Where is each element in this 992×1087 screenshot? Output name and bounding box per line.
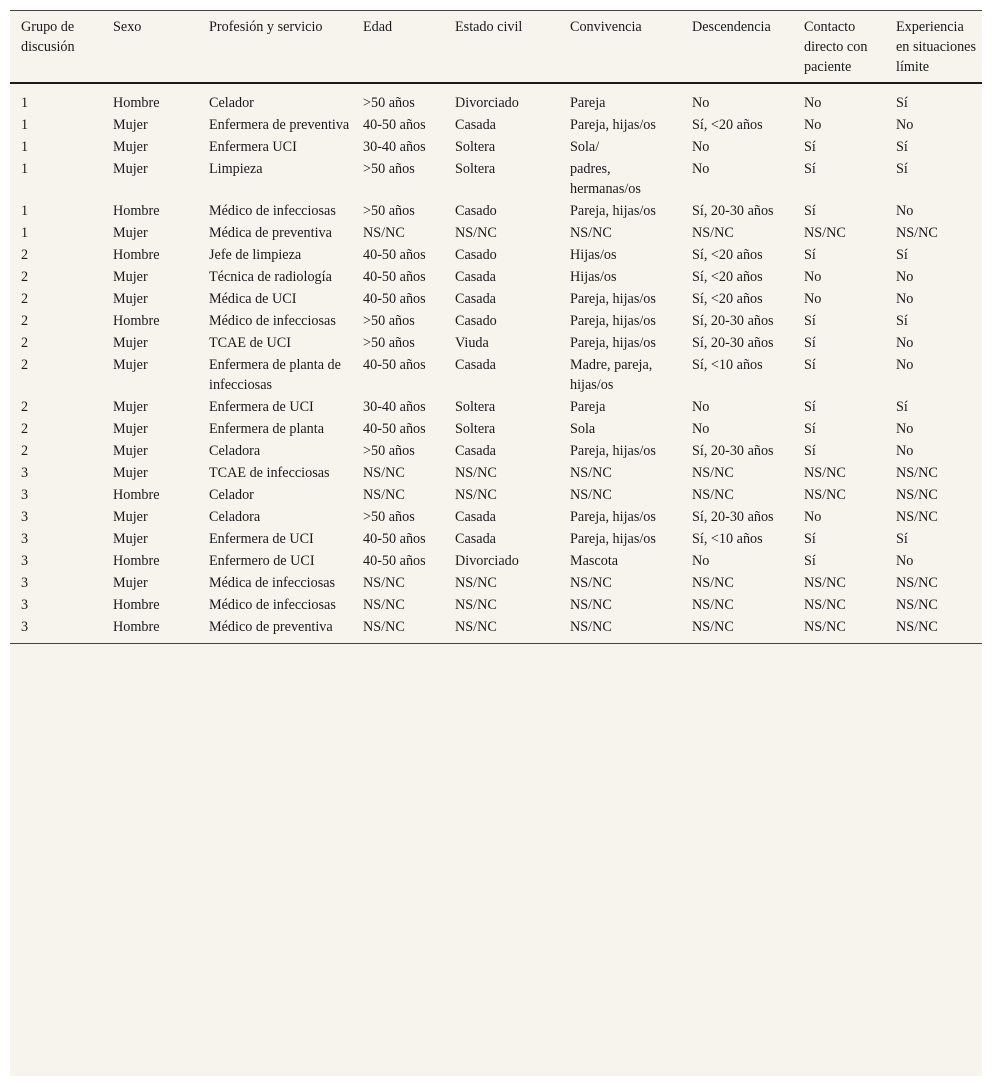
cell-descendencia: NS/NC — [692, 487, 734, 503]
cell-sexo: Mujer — [113, 269, 148, 285]
table-row — [10, 136, 982, 158]
cell-estado-civil: Divorciado — [455, 553, 519, 569]
cell-grupo: 1 — [21, 95, 29, 111]
cell-grupo: 2 — [21, 291, 29, 307]
cell-descendencia: Sí, 20-30 años — [692, 313, 774, 329]
cell-sexo: Hombre — [113, 95, 160, 111]
table-row — [10, 572, 982, 594]
cell-descendencia: NS/NC — [692, 619, 734, 635]
cell-profesion: Enfermero de UCI — [209, 553, 315, 569]
cell-convivencia: NS/NC — [570, 465, 612, 481]
cell-grupo: 2 — [21, 335, 29, 351]
cell-sexo: Hombre — [113, 597, 160, 613]
cell-estado-civil: Casada — [455, 531, 496, 547]
cell-grupo: 3 — [21, 553, 29, 569]
cell-descendencia: No — [692, 139, 710, 155]
cell-edad: NS/NC — [363, 225, 405, 241]
cell-descendencia: Sí, 20-30 años — [692, 335, 774, 351]
table-row — [10, 594, 982, 616]
cell-convivencia: NS/NC — [570, 487, 612, 503]
cell-descendencia: Sí, <10 años — [692, 357, 763, 373]
cell-sexo: Mujer — [113, 399, 148, 415]
cell-convivencia: Pareja — [570, 95, 606, 111]
cell-estado-civil: Casada — [455, 291, 496, 307]
header-estado-civil: Estado civil — [455, 19, 523, 35]
cell-profesion: Enfermera UCI — [209, 139, 297, 155]
cell-experiencia: No — [896, 335, 914, 351]
cell-contacto: Sí — [804, 553, 816, 569]
cell-edad: 40-50 años — [363, 291, 426, 307]
cell-experiencia: Sí — [896, 95, 908, 111]
cell-contacto: NS/NC — [804, 619, 846, 635]
cell-estado-civil: NS/NC — [455, 487, 497, 503]
cell-edad: NS/NC — [363, 575, 405, 591]
cell-sexo: Mujer — [113, 575, 148, 591]
cell-grupo: 3 — [21, 531, 29, 547]
cell-sexo: Mujer — [113, 291, 148, 307]
cell-grupo: 1 — [21, 161, 29, 177]
cell-convivencia: Mascota — [570, 553, 619, 569]
cell-sexo: Mujer — [113, 335, 148, 351]
cell-estado-civil: Soltera — [455, 421, 496, 437]
cell-contacto: NS/NC — [804, 487, 846, 503]
table-row — [10, 244, 982, 266]
cell-estado-civil: Casada — [455, 269, 496, 285]
cell-sexo: Hombre — [113, 203, 160, 219]
cell-contacto: No — [804, 117, 822, 133]
cell-contacto: Sí — [804, 443, 816, 459]
cell-profesion: Jefe de limpieza — [209, 247, 302, 263]
cell-profesion: Enfermera de planta de infecciosas — [209, 357, 341, 393]
cell-edad: NS/NC — [363, 465, 405, 481]
cell-sexo: Mujer — [113, 465, 148, 481]
cell-grupo: 1 — [21, 225, 29, 241]
table-row — [10, 83, 982, 114]
cell-descendencia: Sí, <20 años — [692, 117, 763, 133]
table-row — [10, 440, 982, 462]
cell-contacto: Sí — [804, 421, 816, 437]
cell-descendencia: NS/NC — [692, 225, 734, 241]
cell-grupo: 1 — [21, 139, 29, 155]
header-grupo: Grupo de discusión — [21, 19, 75, 55]
header-edad: Edad — [363, 19, 393, 35]
cell-estado-civil: NS/NC — [455, 597, 497, 613]
cell-sexo: Mujer — [113, 139, 148, 155]
cell-grupo: 2 — [21, 443, 29, 459]
cell-contacto: No — [804, 269, 822, 285]
cell-profesion: Médico de infecciosas — [209, 203, 336, 219]
cell-estado-civil: NS/NC — [455, 619, 497, 635]
cell-estado-civil: Divorciado — [455, 95, 519, 111]
cell-experiencia: NS/NC — [896, 575, 938, 591]
cell-contacto: Sí — [804, 335, 816, 351]
cell-contacto: NS/NC — [804, 597, 846, 613]
cell-edad: 40-50 años — [363, 357, 426, 373]
cell-descendencia: NS/NC — [692, 465, 734, 481]
cell-descendencia: Sí, 20-30 años — [692, 203, 774, 219]
cell-grupo: 3 — [21, 597, 29, 613]
cell-descendencia: No — [692, 553, 710, 569]
cell-profesion: Enfermera de preventiva — [209, 117, 350, 133]
cell-convivencia: NS/NC — [570, 597, 612, 613]
cell-profesion: Médico de preventiva — [209, 619, 333, 635]
table-row — [10, 332, 982, 354]
header-profesion: Profesión y servicio — [209, 19, 323, 35]
cell-experiencia: NS/NC — [896, 487, 938, 503]
cell-descendencia: Sí, <10 años — [692, 531, 763, 547]
cell-convivencia: NS/NC — [570, 575, 612, 591]
cell-convivencia: Pareja, hijas/os — [570, 509, 656, 525]
cell-contacto: Sí — [804, 139, 816, 155]
cell-edad: 40-50 años — [363, 421, 426, 437]
cell-experiencia: Sí — [896, 531, 908, 547]
cell-experiencia: No — [896, 443, 914, 459]
cell-edad: 30-40 años — [363, 399, 426, 415]
header-descendencia: Descendencia — [692, 19, 771, 35]
participants-table-container — [10, 10, 982, 1076]
table-row — [10, 266, 982, 288]
cell-contacto: No — [804, 509, 822, 525]
table-row — [10, 222, 982, 244]
table-row — [10, 528, 982, 550]
cell-descendencia: Sí, 20-30 años — [692, 443, 774, 459]
table-row — [10, 158, 982, 200]
cell-sexo: Mujer — [113, 225, 148, 241]
cell-estado-civil: Casado — [455, 203, 497, 219]
cell-descendencia: No — [692, 399, 710, 415]
cell-estado-civil: Casado — [455, 247, 497, 263]
cell-estado-civil: Casada — [455, 443, 496, 459]
cell-experiencia: No — [896, 553, 914, 569]
cell-experiencia: NS/NC — [896, 509, 938, 525]
table-row — [10, 310, 982, 332]
cell-contacto: Sí — [804, 313, 816, 329]
cell-grupo: 3 — [21, 575, 29, 591]
cell-estado-civil: Casado — [455, 313, 497, 329]
cell-contacto: NS/NC — [804, 465, 846, 481]
header-row — [10, 11, 982, 84]
cell-sexo: Hombre — [113, 247, 160, 263]
cell-contacto: NS/NC — [804, 225, 846, 241]
cell-experiencia: Sí — [896, 247, 908, 263]
cell-experiencia: NS/NC — [896, 465, 938, 481]
cell-experiencia: Sí — [896, 399, 908, 415]
table-row — [10, 462, 982, 484]
cell-profesion: Médica de infecciosas — [209, 575, 336, 591]
cell-edad: 40-50 años — [363, 531, 426, 547]
cell-convivencia: Pareja — [570, 399, 606, 415]
cell-contacto: Sí — [804, 531, 816, 547]
cell-experiencia: Sí — [896, 161, 908, 177]
participants-table — [10, 10, 982, 644]
cell-sexo: Mujer — [113, 531, 148, 547]
cell-grupo: 1 — [21, 203, 29, 219]
cell-edad: NS/NC — [363, 597, 405, 613]
cell-sexo: Mujer — [113, 421, 148, 437]
cell-edad: >50 años — [363, 509, 415, 525]
cell-edad: >50 años — [363, 161, 415, 177]
cell-sexo: Mujer — [113, 443, 148, 459]
cell-descendencia: Sí, <20 años — [692, 291, 763, 307]
cell-descendencia: No — [692, 421, 710, 437]
cell-profesion: Médica de preventiva — [209, 225, 332, 241]
cell-grupo: 3 — [21, 509, 29, 525]
header-sexo: Sexo — [113, 19, 142, 35]
cell-descendencia: Sí, <20 años — [692, 247, 763, 263]
table-row — [10, 484, 982, 506]
cell-descendencia: No — [692, 95, 710, 111]
cell-profesion: Limpieza — [209, 161, 263, 177]
cell-convivencia: Sola — [570, 421, 596, 437]
cell-grupo: 2 — [21, 399, 29, 415]
cell-grupo: 3 — [21, 487, 29, 503]
cell-experiencia: Sí — [896, 139, 908, 155]
cell-sexo: Mujer — [113, 357, 148, 373]
cell-estado-civil: Casada — [455, 509, 496, 525]
cell-profesion: Médico de infecciosas — [209, 313, 336, 329]
cell-grupo: 2 — [21, 357, 29, 373]
table-row — [10, 616, 982, 644]
table-row — [10, 418, 982, 440]
cell-sexo: Hombre — [113, 487, 160, 503]
cell-grupo: 2 — [21, 269, 29, 285]
cell-profesion: TCAE de infecciosas — [209, 465, 330, 481]
cell-convivencia: Madre, pareja, hijas/os — [570, 357, 653, 393]
table-row — [10, 200, 982, 222]
cell-profesion: Enfermera de UCI — [209, 399, 314, 415]
cell-contacto: Sí — [804, 247, 816, 263]
table-row — [10, 288, 982, 310]
cell-descendencia: Sí, <20 años — [692, 269, 763, 285]
cell-experiencia: No — [896, 203, 914, 219]
cell-descendencia: NS/NC — [692, 575, 734, 591]
cell-profesion: Médico de infecciosas — [209, 597, 336, 613]
cell-edad: 40-50 años — [363, 269, 426, 285]
cell-descendencia: Sí, 20-30 años — [692, 509, 774, 525]
cell-sexo: Mujer — [113, 161, 148, 177]
cell-sexo: Mujer — [113, 509, 148, 525]
cell-estado-civil: Casada — [455, 117, 496, 133]
cell-experiencia: NS/NC — [896, 619, 938, 635]
cell-descendencia: NS/NC — [692, 597, 734, 613]
cell-convivencia: Pareja, hijas/os — [570, 203, 656, 219]
table-row — [10, 550, 982, 572]
table-row — [10, 354, 982, 396]
cell-profesion: Enfermera de UCI — [209, 531, 314, 547]
cell-edad: >50 años — [363, 335, 415, 351]
cell-convivencia: Hijas/os — [570, 269, 617, 285]
cell-estado-civil: Soltera — [455, 161, 496, 177]
cell-sexo: Hombre — [113, 619, 160, 635]
header-contacto: Contacto directo con paciente — [804, 19, 868, 75]
cell-experiencia: No — [896, 269, 914, 285]
cell-estado-civil: NS/NC — [455, 225, 497, 241]
cell-convivencia: Sola/ — [570, 139, 600, 155]
cell-edad: 40-50 años — [363, 247, 426, 263]
cell-convivencia: Pareja, hijas/os — [570, 335, 656, 351]
cell-edad: >50 años — [363, 313, 415, 329]
cell-descendencia: No — [692, 161, 710, 177]
table-body — [10, 83, 982, 644]
cell-contacto: No — [804, 291, 822, 307]
cell-edad: >50 años — [363, 443, 415, 459]
cell-convivencia: NS/NC — [570, 225, 612, 241]
cell-estado-civil: Viuda — [455, 335, 489, 351]
cell-edad: NS/NC — [363, 487, 405, 503]
cell-convivencia: Pareja, hijas/os — [570, 117, 656, 133]
cell-experiencia: NS/NC — [896, 225, 938, 241]
cell-edad: >50 años — [363, 203, 415, 219]
cell-contacto: Sí — [804, 399, 816, 415]
cell-experiencia: Sí — [896, 313, 908, 329]
cell-estado-civil: Casada — [455, 357, 496, 373]
cell-convivencia: NS/NC — [570, 619, 612, 635]
cell-grupo: 2 — [21, 313, 29, 329]
table-row — [10, 506, 982, 528]
cell-sexo: Mujer — [113, 117, 148, 133]
cell-estado-civil: Soltera — [455, 139, 496, 155]
cell-profesion: Celador — [209, 95, 254, 111]
cell-estado-civil: Soltera — [455, 399, 496, 415]
table-row — [10, 114, 982, 136]
cell-grupo: 2 — [21, 247, 29, 263]
cell-profesion: Técnica de radiología — [209, 269, 332, 285]
table-header — [10, 11, 982, 84]
table-row — [10, 396, 982, 418]
header-convivencia: Convivencia — [570, 19, 642, 35]
cell-experiencia: No — [896, 421, 914, 437]
cell-experiencia: No — [896, 291, 914, 307]
cell-sexo: Hombre — [113, 313, 160, 329]
cell-edad: 30-40 años — [363, 139, 426, 155]
cell-profesion: Celador — [209, 487, 254, 503]
cell-grupo: 3 — [21, 465, 29, 481]
cell-convivencia: Pareja, hijas/os — [570, 443, 656, 459]
cell-experiencia: No — [896, 357, 914, 373]
cell-convivencia: padres, hermanas/os — [570, 161, 641, 197]
cell-contacto: Sí — [804, 357, 816, 373]
cell-contacto: No — [804, 95, 822, 111]
cell-contacto: Sí — [804, 203, 816, 219]
header-experiencia: Experiencia en situaciones límite — [896, 19, 976, 75]
cell-convivencia: Pareja, hijas/os — [570, 531, 656, 547]
cell-grupo: 1 — [21, 117, 29, 133]
cell-estado-civil: NS/NC — [455, 465, 497, 481]
cell-edad: 40-50 años — [363, 117, 426, 133]
cell-edad: 40-50 años — [363, 553, 426, 569]
cell-profesion: Celadora — [209, 509, 261, 525]
cell-convivencia: Pareja, hijas/os — [570, 313, 656, 329]
cell-experiencia: No — [896, 117, 914, 133]
cell-grupo: 3 — [21, 619, 29, 635]
cell-profesion: Médica de UCI — [209, 291, 297, 307]
cell-experiencia: NS/NC — [896, 597, 938, 613]
cell-convivencia: Hijas/os — [570, 247, 617, 263]
cell-convivencia: Pareja, hijas/os — [570, 291, 656, 307]
cell-contacto: NS/NC — [804, 575, 846, 591]
cell-grupo: 2 — [21, 421, 29, 437]
cell-sexo: Hombre — [113, 553, 160, 569]
cell-profesion: TCAE de UCI — [209, 335, 291, 351]
cell-profesion: Celadora — [209, 443, 261, 459]
cell-edad: NS/NC — [363, 619, 405, 635]
cell-profesion: Enfermera de planta — [209, 421, 325, 437]
cell-edad: >50 años — [363, 95, 415, 111]
cell-contacto: Sí — [804, 161, 816, 177]
cell-estado-civil: NS/NC — [455, 575, 497, 591]
